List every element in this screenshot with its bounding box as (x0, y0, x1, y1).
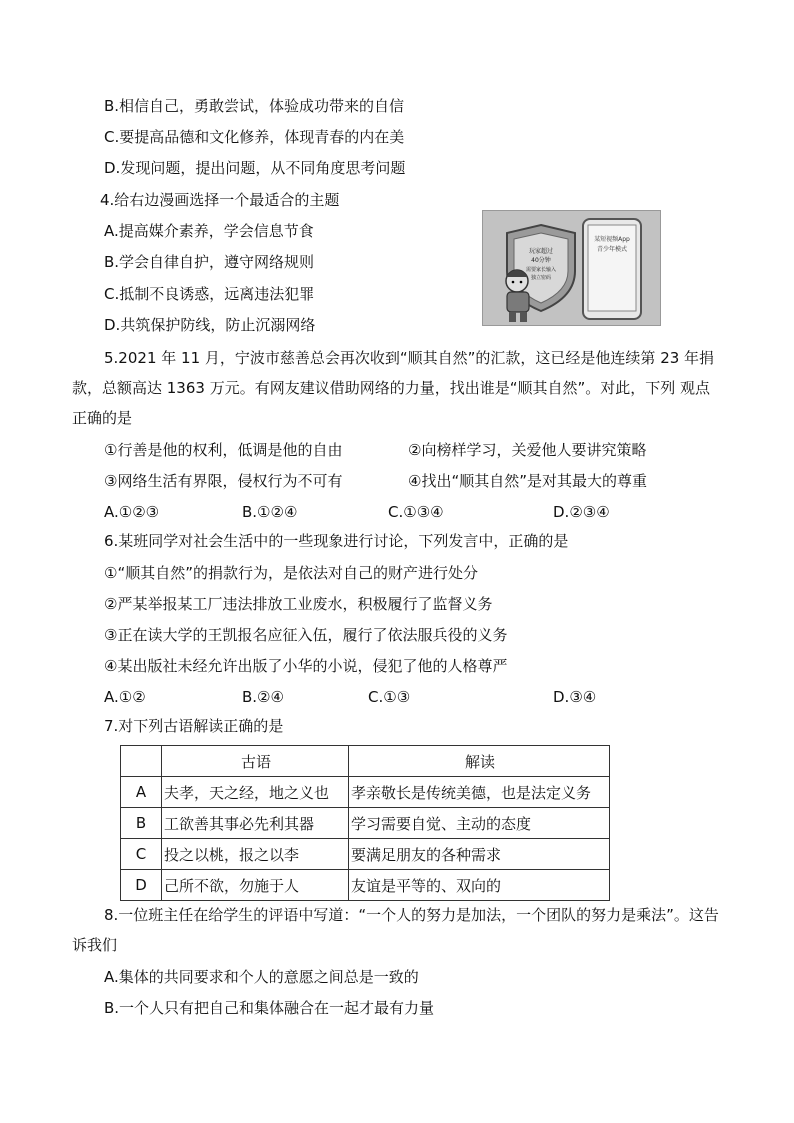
q4-option-b: B.学会自律自护，遵守网络规则 (104, 253, 315, 271)
q7-stem: 7.对下列古语解读正确的是 (104, 717, 284, 735)
table-row-key: D (121, 870, 162, 901)
q5-stem: 5.2021 年 11 月，宁波市慈善总会再次收到“顺其自然”的汇款，这已经是他连续第 23 年捐 款，总额高达 1363 万元。有网友建议借助网络的力量，找出谁是“顺其自然”。对此，下列 观点正确的是 (72, 349, 715, 427)
q6-statement-2: ②严某举报某工厂违法排放工业废水，积极履行了监督义务 (104, 595, 493, 613)
q8-stem: 8.一位班主任在给学生的评语中写道：“一个人的努力是加法，一个团队的努力是乘法”。这告诉我们 (72, 906, 719, 954)
table-header-row (121, 746, 610, 777)
q4-option-c: C.抵制不良诱惑，远离违法犯罪 (104, 285, 315, 303)
q8-option-b: B.一个人只有把自己和集体融合在一起才最有力量 (104, 999, 435, 1017)
table-cell-saying: 工欲善其事必先利其器 (162, 808, 349, 839)
q5-statement-4: ④找出“顺其自然”是对其最大的尊重 (408, 472, 647, 490)
q5-option-a: A.①②③ (104, 503, 160, 521)
q3-option-d: D.发现问题，提出问题，从不同角度思考问题 (104, 159, 406, 177)
table-cell-saying: 投之以桃，报之以李 (162, 839, 349, 870)
q5-option-c: C.①③④ (388, 503, 444, 521)
table-cell-saying: 夫孝，天之经，地之义也 (162, 777, 349, 808)
q5-option-b: B.①②④ (242, 503, 298, 521)
svg-text:需要家长输入: 需要家长输入 (525, 267, 557, 273)
q8-option-a: A.集体的共同要求和个人的意愿之间总是一致的 (104, 968, 419, 986)
table-header-cell: 古语 (162, 746, 349, 777)
q5-statement-1: ①行善是他的权利，低调是他的自由 (104, 441, 343, 459)
q6-option-a: A.①② (104, 688, 146, 706)
table-header-cell: 解读 (349, 746, 610, 777)
cartoon-illustration (483, 211, 660, 325)
q4-stem: 4.给右边漫画选择一个最适合的主题 (100, 191, 340, 209)
q6-statement-3: ③正在读大学的王凯报名应征入伍，履行了依法服兵役的义务 (104, 626, 508, 644)
table-cell-interpretation: 友谊是平等的、双向的 (349, 870, 610, 901)
q7-table (120, 745, 610, 901)
q6-option-c: C.①③ (368, 688, 411, 706)
table-cell-interpretation: 孝亲敬长是传统美德，也是法定义务 (349, 777, 610, 808)
table-row-key: C (121, 839, 162, 870)
table-row (121, 870, 610, 901)
svg-text:玩家超过: 玩家超过 (528, 248, 554, 255)
q3-option-c: C.要提高品德和文化修养，体现青春的内在美 (104, 128, 405, 146)
svg-text:独立密码: 独立密码 (530, 275, 552, 281)
q6-statement-4: ④某出版社未经允许出版了小华的小说，侵犯了他的人格尊严 (104, 657, 508, 675)
q5-statement-3: ③网络生活有界限，侵权行为不可有 (104, 472, 343, 490)
cartoon-image (482, 210, 661, 326)
table-cell-saying: 己所不欲，勿施于人 (162, 870, 349, 901)
table-cell-interpretation: 要满足朋友的各种需求 (349, 839, 610, 870)
svg-text:某短视频App: 某短视频App (594, 236, 630, 243)
q4-option-a: A.提高媒介素养，学会信息节食 (104, 222, 314, 240)
q6-option-b: B.②④ (242, 688, 284, 706)
svg-text:青少年模式: 青少年模式 (596, 246, 628, 253)
table-row (121, 777, 610, 808)
table-row (121, 808, 610, 839)
q3-option-b: B.相信自己，勇敢尝试，体验成功带来的自信 (104, 97, 405, 115)
q5-option-d: D.②③④ (553, 503, 610, 521)
q6-option-d: D.③④ (553, 688, 597, 706)
q6-statement-1: ①“顺其自然”的捐款行为，是依法对自己的财产进行处分 (104, 564, 478, 582)
table-cell-interpretation: 学习需要自觉、主动的态度 (349, 808, 610, 839)
table-header-cell (121, 746, 162, 777)
table-row (121, 839, 610, 870)
q4-option-d: D.共筑保护防线，防止沉溺网络 (104, 316, 316, 334)
q6-stem: 6.某班同学对社会生活中的一些现象进行讨论，下列发言中，正确的是 (104, 532, 569, 550)
q5-statement-2: ②向榜样学习，关爱他人要讲究策略 (408, 441, 647, 459)
table-row-key: A (121, 777, 162, 808)
svg-text:40分钟: 40分钟 (531, 257, 551, 264)
table-row-key: B (121, 808, 162, 839)
